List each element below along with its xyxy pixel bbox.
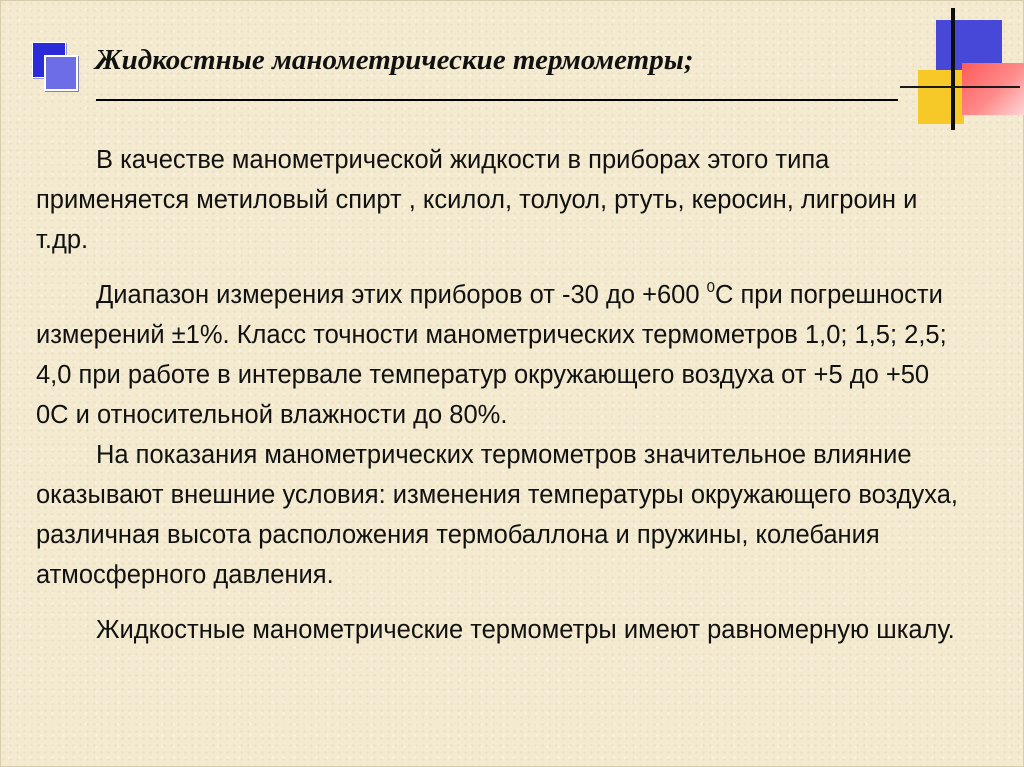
title-underline [96, 99, 898, 101]
title-squares-icon [32, 42, 80, 90]
range-text-end: С при погрешности измерений ±1%. Класс точности манометрических термометров 1,0; 1,5; 2,5; 4,0 при работе в интервале температур окружающего воздуха от +5 до +50 0С и относительной влажности до 80%. [36, 281, 947, 429]
corner-decoration-icon [894, 0, 1024, 135]
vertical-line-shape [951, 8, 955, 130]
red-block-shape [962, 63, 1024, 115]
paragraph-influences: На показания манометрических термометров значительное влияние оказывают внешние условия: изменения температуры окружающего воздуха, различная высота расположения термобаллона и пружины, колебания атмосферного давления. [36, 441, 958, 589]
degree-superscript: 0 [706, 278, 715, 296]
paragraph-scale: Жидкостные манометрические термометры имеют равномерную шкалу. [96, 616, 955, 644]
slide-title: Жидкостные манометрические термометры; [95, 44, 694, 76]
paragraph-liquids: В качестве манометрической жидкости в приборах этого типа применяется метиловый спирт , ксилол, толуол, ртуть, керосин, лигроин и т.др. [36, 146, 918, 254]
yellow-block-shape [918, 70, 964, 124]
range-text-start: Диапазон измерения этих приборов от -30 до +600 [96, 281, 707, 309]
square-front-shape [44, 55, 78, 91]
slide-body [36, 140, 964, 650]
paragraph-range [36, 275, 964, 435]
horizontal-line-shape [900, 86, 1020, 88]
